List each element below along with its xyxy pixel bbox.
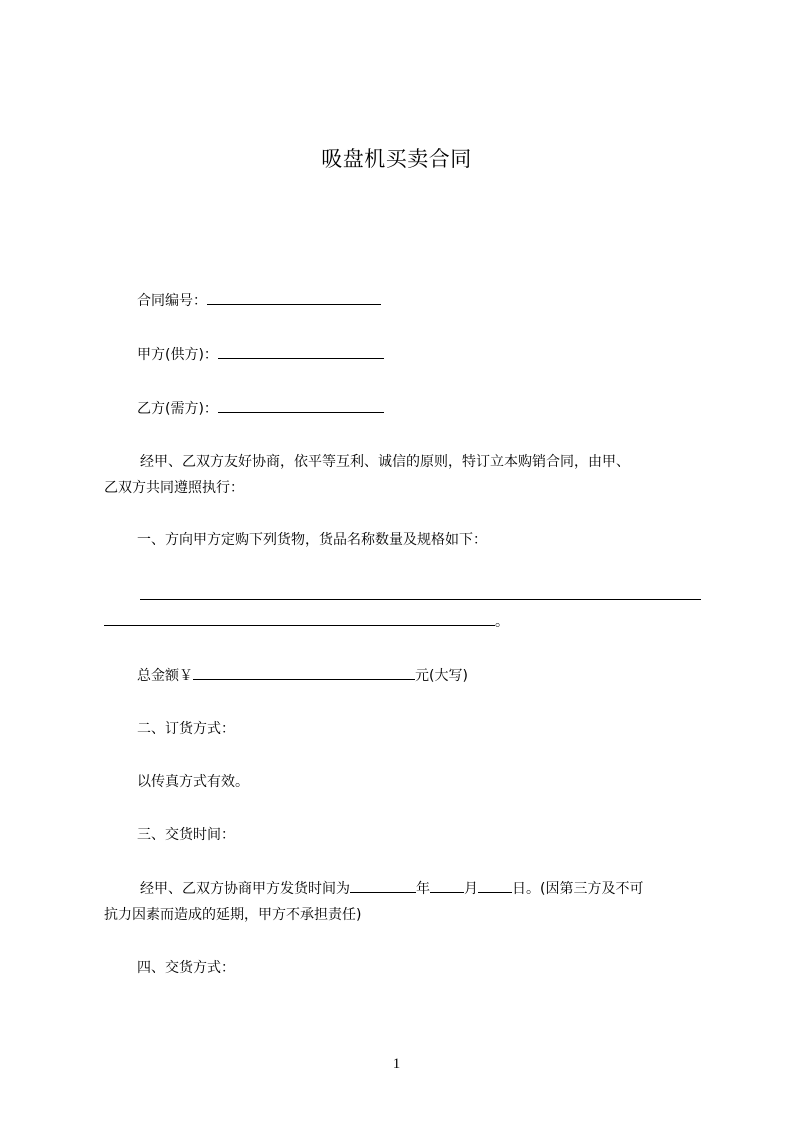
party-b-label: 乙方(需方)： — [137, 401, 218, 417]
document-title: 吸盘机买卖合同 — [321, 147, 472, 171]
delivery-year-label: 年 — [416, 881, 430, 897]
delivery-text: 经甲、乙双方协商甲方发货时间为 — [140, 881, 350, 897]
party-b-row — [137, 398, 384, 419]
intro-line-2: 乙双方共同遵照执行： — [104, 480, 244, 496]
delivery-month-blank[interactable] — [430, 878, 464, 893]
goods-line-1 — [140, 585, 701, 606]
contract-number-blank[interactable] — [207, 290, 381, 305]
intro-paragraph — [104, 449, 704, 501]
intro-line-1: 经甲、乙双方友好协商，依平等互利、诚信的原则，特订立本购销合同，由甲、 — [140, 454, 630, 470]
delivery-day-label: 日。(因第三方及不可 — [512, 881, 644, 897]
goods-blank-1[interactable] — [140, 585, 701, 600]
section-3-heading: 三、交货时间： — [137, 827, 235, 843]
delivery-paragraph — [104, 876, 704, 928]
party-b-blank[interactable] — [218, 398, 384, 413]
section-2-heading: 二、订货方式： — [137, 721, 235, 737]
section-1-heading: 一、方向甲方定购下列货物，货品名称数量及规格如下： — [137, 532, 487, 548]
goods-line-end: 。 — [495, 614, 509, 630]
party-a-blank[interactable] — [218, 344, 384, 359]
total-amount-blank[interactable] — [193, 665, 415, 680]
party-a-label: 甲方(供方)： — [137, 347, 218, 363]
contract-number-row — [137, 290, 381, 311]
order-method-text: 以传真方式有效。 — [137, 774, 249, 790]
goods-blank-2[interactable] — [104, 611, 495, 626]
goods-line-2 — [104, 611, 509, 632]
delivery-year-blank[interactable] — [350, 878, 416, 893]
delivery-day-blank[interactable] — [478, 878, 512, 893]
total-amount-label: 总金额￥ — [137, 668, 193, 684]
section-4-heading: 四、交货方式： — [137, 960, 235, 976]
total-amount-suffix: 元(大写) — [415, 668, 468, 684]
party-a-row — [137, 344, 384, 365]
delivery-month-label: 月 — [464, 881, 478, 897]
page-number: 1 — [392, 1056, 401, 1072]
total-amount-row — [137, 665, 468, 686]
contract-number-label: 合同编号： — [137, 293, 207, 309]
delivery-line-2: 抗力因素而造成的延期，甲方不承担责任) — [104, 907, 362, 923]
delivery-line-1 — [104, 876, 704, 902]
